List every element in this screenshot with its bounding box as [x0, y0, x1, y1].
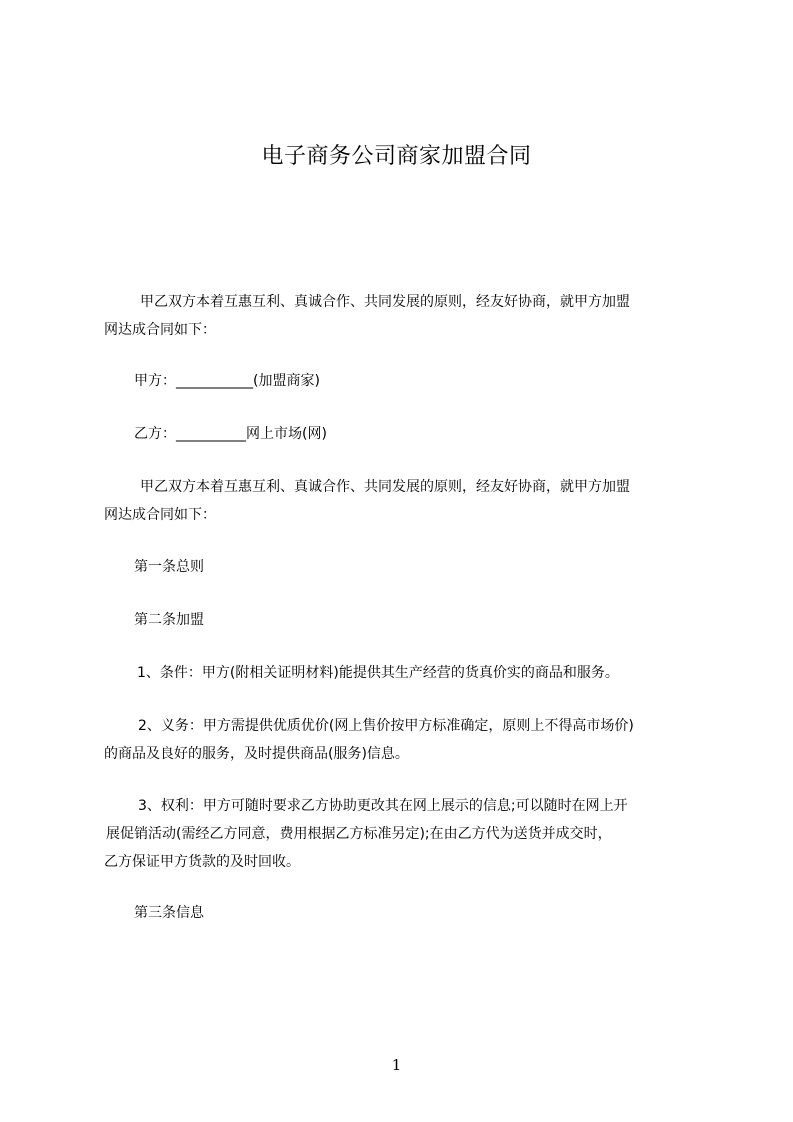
page-number: 1 [391, 1056, 402, 1074]
text-line: 第一条总则 [134, 559, 204, 575]
article-2-heading [104, 606, 704, 634]
text-line: 乙方：__________网上市场(网) [134, 426, 327, 442]
text-line: 网达成合同如下： [104, 322, 216, 338]
text-line: 甲方：___________(加盟商家) [134, 373, 320, 389]
paragraph-preamble [104, 288, 704, 344]
text-line: 第二条加盟 [134, 612, 204, 628]
text-line: 2、义务：甲方需提供优质优价(网上售价按甲方标准确定，原则上不得高市场价) [138, 718, 634, 734]
text-line: 的商品及良好的服务，及时提供商品(服务)信息。 [104, 746, 409, 762]
clause-rights [104, 792, 704, 876]
paragraph-party-a [104, 367, 704, 395]
clause-obligations [104, 712, 704, 768]
paragraph-preamble-repeat [104, 473, 704, 529]
text-line: 1、条件：甲方(附相关证明材料)能提供其生产经营的货真价实的商品和服务。 [137, 665, 619, 681]
text-line: 甲乙双方本着互惠互利、真诚合作、共同发展的原则，经友好协商，就甲方加盟 [140, 294, 630, 310]
text-line: 3、权利：甲方可随时要求乙方协助更改其在网上展示的信息;可以随时在网上开 [138, 798, 628, 814]
paragraph-party-b [104, 420, 704, 448]
text-line: 第三条信息 [134, 905, 204, 921]
clause-conditions [104, 659, 704, 687]
text-line: 乙方保证甲方货款的及时回收。 [104, 854, 300, 870]
article-1-heading [104, 553, 704, 581]
document-title: 电子商务公司商家加盟合同 [261, 144, 532, 169]
text-line: 网达成合同如下： [104, 507, 216, 523]
text-line: 甲乙双方本着互惠互利、真诚合作、共同发展的原则，经友好协商，就甲方加盟 [140, 479, 630, 495]
text-line: 展促销活动(需经乙方同意，费用根据乙方标准另定);在由乙方代为送货并成交时， [106, 826, 612, 842]
article-3-heading [104, 899, 704, 927]
